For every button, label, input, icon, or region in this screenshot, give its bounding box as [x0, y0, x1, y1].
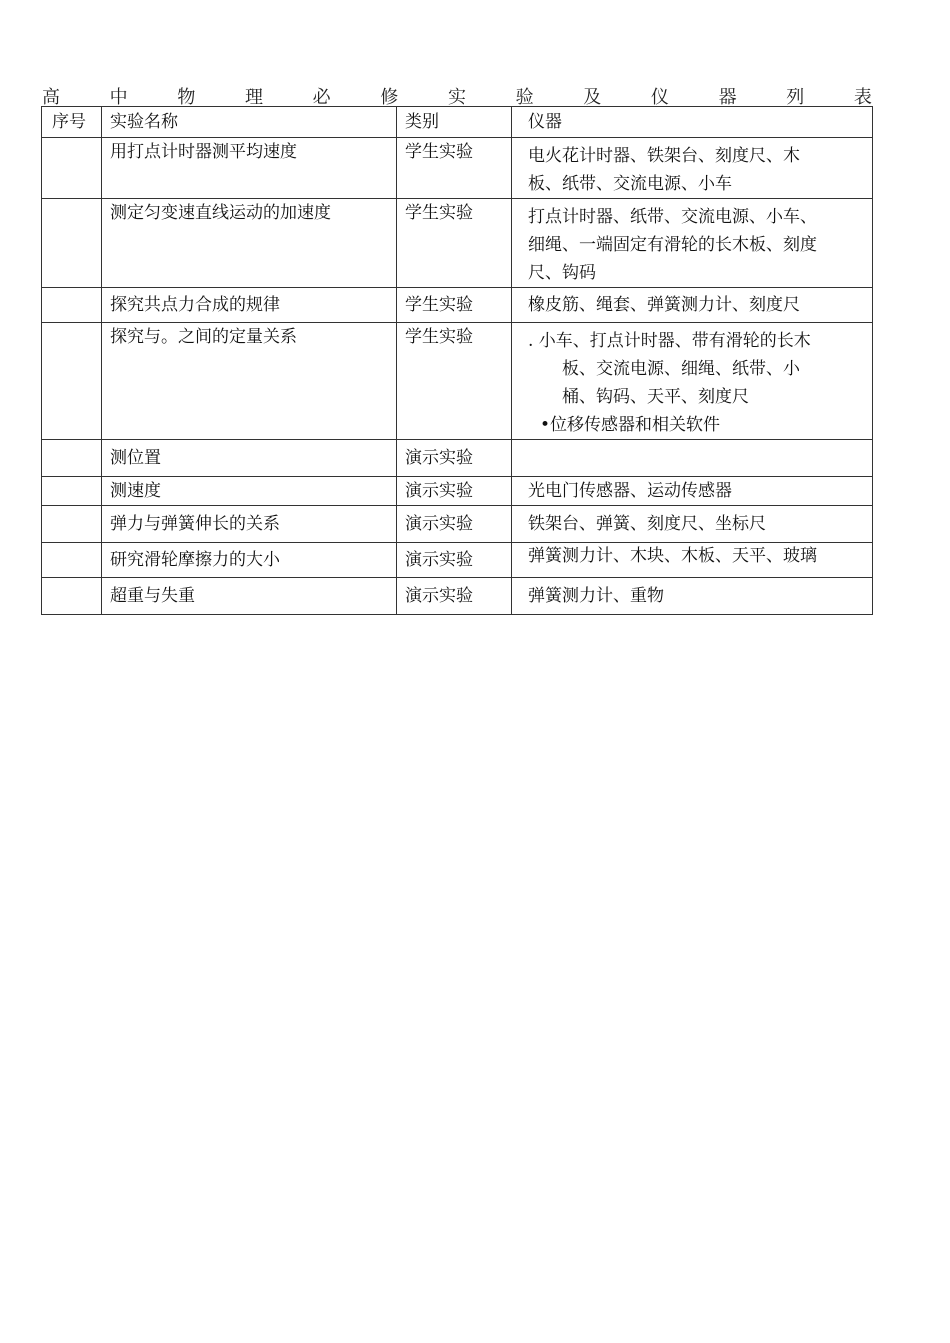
cell-category: 演示实验	[397, 477, 512, 506]
cell-instruments	[512, 477, 873, 506]
cell-name: 测位置	[102, 440, 397, 477]
table-row	[42, 578, 873, 615]
cell-no	[42, 323, 102, 440]
title-char: 验	[515, 87, 534, 108]
table-row	[42, 288, 873, 323]
instrument-line: 弹簧测力计、木块、木板、天平、玻璃	[528, 546, 817, 566]
cell-name: 探究与。之间的定量关系	[102, 323, 397, 440]
cell-category: 演示实验	[397, 440, 512, 477]
cell-category: 演示实验	[397, 543, 512, 578]
table-row	[42, 506, 873, 543]
title-char: 及	[583, 87, 602, 108]
header-no: 序号	[42, 107, 102, 138]
instrument-line: 光电门传感器、运动传感器	[528, 481, 732, 501]
cell-category: 学生实验	[397, 199, 512, 288]
instrument-line: 弹簧测力计、重物	[528, 586, 664, 606]
title-char: 列	[786, 87, 805, 108]
cell-name: 研究滑轮摩擦力的大小	[102, 543, 397, 578]
cell-name: 探究共点力合成的规律	[102, 288, 397, 323]
cell-no	[42, 477, 102, 506]
title-char: 必	[312, 87, 331, 108]
table-row	[42, 543, 873, 578]
cell-no	[42, 138, 102, 199]
title-char: 实	[447, 87, 466, 108]
cell-instruments	[512, 323, 873, 440]
instrument-line: . 小车、打点计时器、带有滑轮的长木	[528, 331, 811, 351]
experiment-table	[41, 106, 873, 615]
cell-name: 测速度	[102, 477, 397, 506]
table-row	[42, 477, 873, 506]
instrument-line: 铁架台、弹簧、刻度尺、坐标尺	[528, 514, 766, 534]
cell-instruments	[512, 440, 873, 477]
cell-category: 学生实验	[397, 138, 512, 199]
instrument-line: 电火花计时器、铁架台、刻度尺、木	[528, 146, 800, 166]
title-char: 中	[109, 87, 128, 108]
instrument-line: 板、交流电源、细绳、纸带、小	[562, 359, 800, 379]
title-char: 修	[380, 87, 399, 108]
cell-category: 学生实验	[397, 288, 512, 323]
title-char: 理	[244, 87, 263, 108]
cell-category: 学生实验	[397, 323, 512, 440]
header-category: 类别	[397, 107, 512, 138]
table-row	[42, 440, 873, 477]
cell-no	[42, 440, 102, 477]
cell-instruments	[512, 288, 873, 323]
title-char: 器	[718, 87, 737, 108]
table-row	[42, 323, 873, 440]
instrument-line: 打点计时器、纸带、交流电源、小车、	[528, 207, 817, 227]
cell-category: 演示实验	[397, 506, 512, 543]
cell-name: 用打点计时器测平均速度	[102, 138, 397, 199]
cell-no	[42, 543, 102, 578]
instrument-line: 尺、钩码	[528, 263, 596, 283]
title-char: 仪	[650, 87, 669, 108]
instrument-line: 桶、钩码、天平、刻度尺	[562, 387, 749, 407]
table-header-row	[42, 107, 873, 138]
table-row	[42, 199, 873, 288]
cell-instruments	[512, 578, 873, 615]
table-row	[42, 138, 873, 199]
instrument-line: 板、纸带、交流电源、小车	[528, 174, 732, 194]
title-char: 表	[853, 87, 872, 108]
cell-no	[42, 199, 102, 288]
cell-instruments	[512, 199, 873, 288]
cell-instruments	[512, 543, 873, 578]
cell-name: 超重与失重	[102, 578, 397, 615]
cell-no	[42, 288, 102, 323]
header-instruments: 仪器	[512, 107, 873, 138]
cell-category: 演示实验	[397, 578, 512, 615]
cell-name: 弹力与弹簧伸长的关系	[102, 506, 397, 543]
cell-instruments	[512, 506, 873, 543]
header-name: 实验名称	[102, 107, 397, 138]
title-char: 物	[177, 87, 196, 108]
cell-no	[42, 506, 102, 543]
instrument-line: •位移传感器和相关软件	[540, 415, 721, 435]
cell-instruments	[512, 138, 873, 199]
cell-no	[42, 578, 102, 615]
instrument-line: 橡皮筋、绳套、弹簧测力计、刻度尺	[528, 295, 800, 315]
cell-name: 测定匀变速直线运动的加速度	[102, 199, 397, 288]
instrument-line: 细绳、一端固定有滑轮的长木板、刻度	[528, 235, 817, 255]
title-char: 高	[42, 87, 60, 108]
